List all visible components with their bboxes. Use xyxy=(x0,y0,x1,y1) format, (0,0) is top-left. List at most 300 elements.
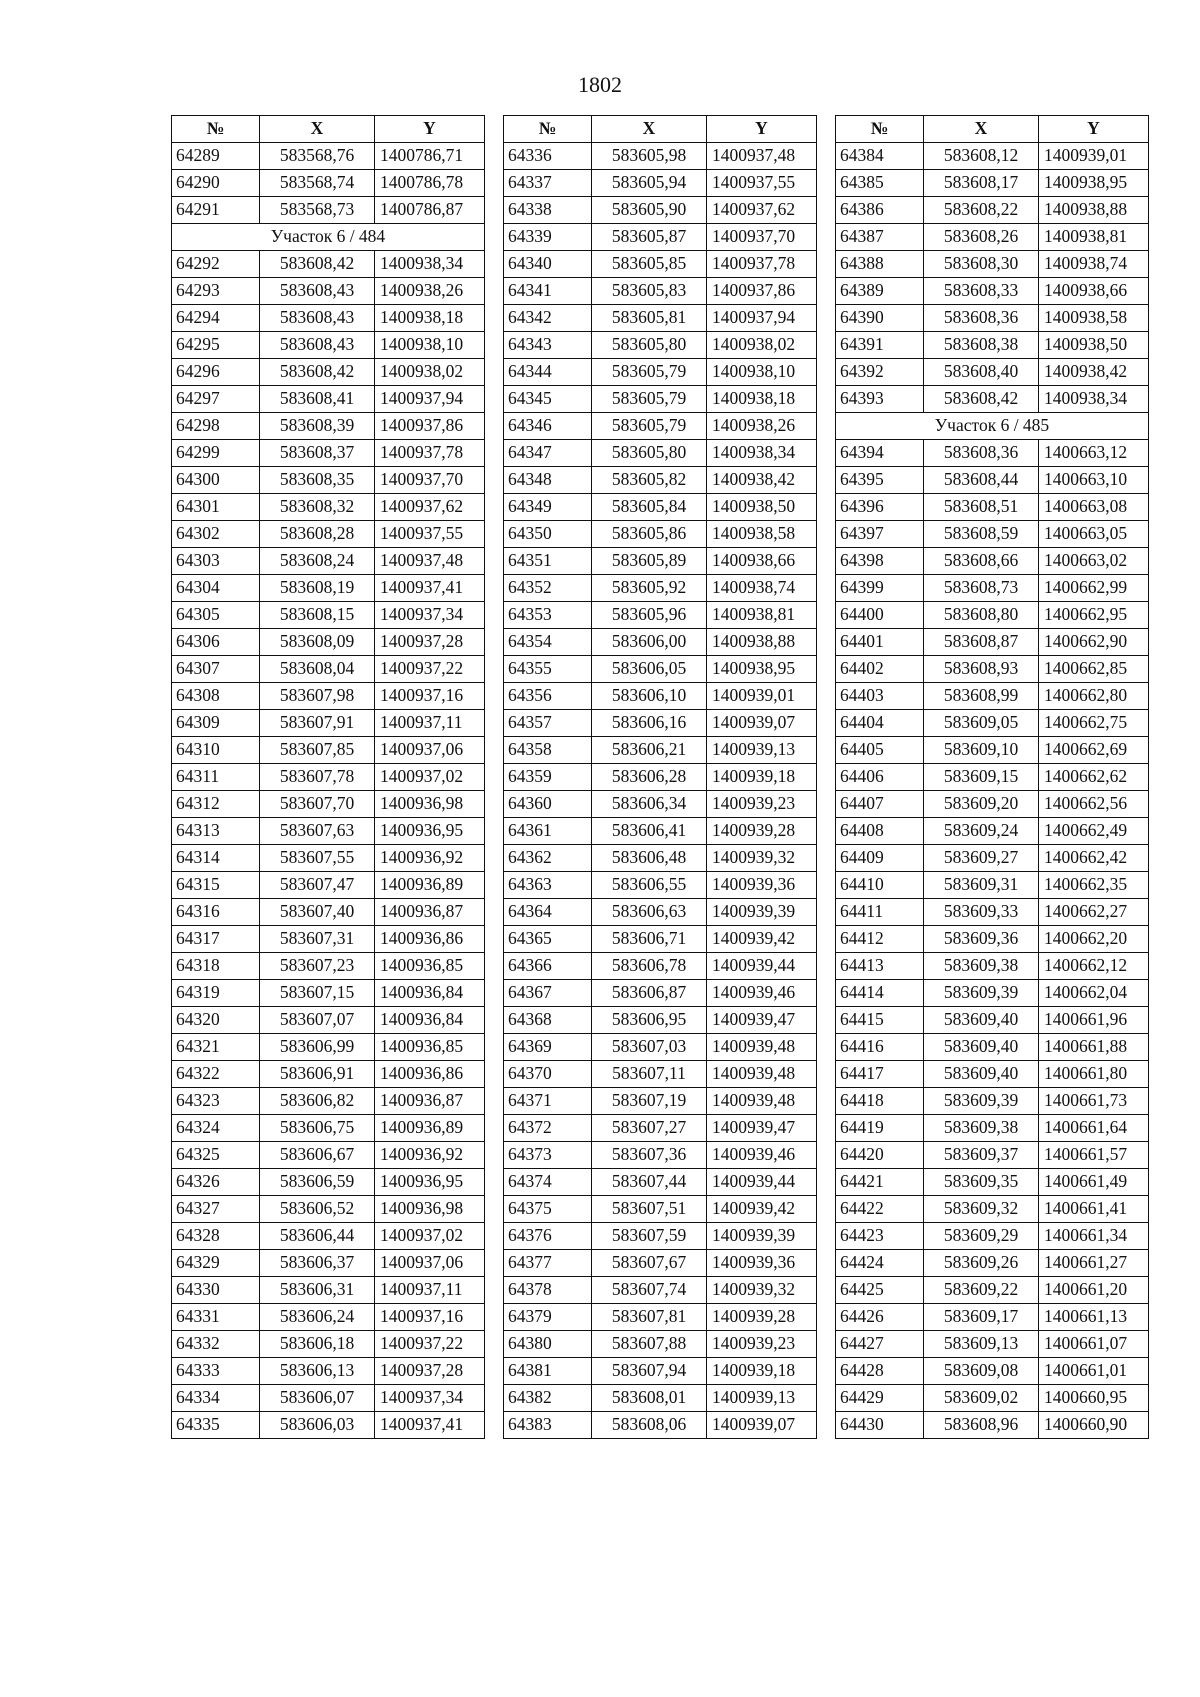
table-row xyxy=(172,629,485,656)
x-coordinate-cell: 583607,85 xyxy=(260,737,375,764)
table-row xyxy=(172,494,485,521)
y-coordinate-cell: 1400937,78 xyxy=(375,440,485,467)
x-coordinate-cell: 583607,70 xyxy=(260,791,375,818)
table-row xyxy=(836,629,1149,656)
x-coordinate-cell: 583605,98 xyxy=(592,143,707,170)
x-coordinate-cell: 583607,47 xyxy=(260,872,375,899)
y-coordinate-cell: 1400661,20 xyxy=(1039,1277,1149,1304)
y-coordinate-cell: 1400936,85 xyxy=(375,1034,485,1061)
x-coordinate-cell: 583609,39 xyxy=(924,980,1039,1007)
y-coordinate-cell: 1400662,12 xyxy=(1039,953,1149,980)
point-number-cell: 64398 xyxy=(836,548,924,575)
column-header-number: № xyxy=(172,116,260,143)
point-number-cell: 64376 xyxy=(504,1223,592,1250)
y-coordinate-cell: 1400786,78 xyxy=(375,170,485,197)
table-row xyxy=(172,602,485,629)
x-coordinate-cell: 583568,74 xyxy=(260,170,375,197)
table-row xyxy=(836,305,1149,332)
point-number-cell: 64424 xyxy=(836,1250,924,1277)
y-coordinate-cell: 1400937,62 xyxy=(707,197,817,224)
x-coordinate-cell: 583608,38 xyxy=(924,332,1039,359)
table-row xyxy=(172,818,485,845)
table-row xyxy=(504,1142,817,1169)
y-coordinate-cell: 1400662,99 xyxy=(1039,575,1149,602)
y-coordinate-cell: 1400937,11 xyxy=(375,1277,485,1304)
x-coordinate-cell: 583606,91 xyxy=(260,1061,375,1088)
table-row xyxy=(504,197,817,224)
y-coordinate-cell: 1400937,11 xyxy=(375,710,485,737)
table-row xyxy=(836,1142,1149,1169)
y-coordinate-cell: 1400660,90 xyxy=(1039,1412,1149,1439)
point-number-cell: 64312 xyxy=(172,791,260,818)
point-number-cell: 64412 xyxy=(836,926,924,953)
table-row xyxy=(172,1115,485,1142)
y-coordinate-cell: 1400937,02 xyxy=(375,1223,485,1250)
table-row xyxy=(836,1115,1149,1142)
point-number-cell: 64332 xyxy=(172,1331,260,1358)
y-coordinate-cell: 1400937,94 xyxy=(375,386,485,413)
table-row xyxy=(836,386,1149,413)
coordinate-table-2 xyxy=(503,115,817,1439)
point-number-cell: 64373 xyxy=(504,1142,592,1169)
point-number-cell: 64354 xyxy=(504,629,592,656)
x-coordinate-cell: 583606,28 xyxy=(592,764,707,791)
x-coordinate-cell: 583606,05 xyxy=(592,656,707,683)
table-row xyxy=(504,575,817,602)
table-row xyxy=(504,521,817,548)
point-number-cell: 64355 xyxy=(504,656,592,683)
table-row xyxy=(172,143,485,170)
point-number-cell: 64328 xyxy=(172,1223,260,1250)
point-number-cell: 64298 xyxy=(172,413,260,440)
x-coordinate-cell: 583605,82 xyxy=(592,467,707,494)
y-coordinate-cell: 1400938,88 xyxy=(1039,197,1149,224)
y-coordinate-cell: 1400937,94 xyxy=(707,305,817,332)
point-number-cell: 64360 xyxy=(504,791,592,818)
point-number-cell: 64303 xyxy=(172,548,260,575)
x-coordinate-cell: 583607,67 xyxy=(592,1250,707,1277)
x-coordinate-cell: 583609,22 xyxy=(924,1277,1039,1304)
x-coordinate-cell: 583605,96 xyxy=(592,602,707,629)
point-number-cell: 64335 xyxy=(172,1412,260,1439)
table-row xyxy=(504,305,817,332)
x-coordinate-cell: 583608,24 xyxy=(260,548,375,575)
x-coordinate-cell: 583606,63 xyxy=(592,899,707,926)
table-row xyxy=(836,899,1149,926)
table-row xyxy=(836,1412,1149,1439)
y-coordinate-cell: 1400939,48 xyxy=(707,1088,817,1115)
table-row xyxy=(836,602,1149,629)
table-row xyxy=(172,440,485,467)
point-number-cell: 64295 xyxy=(172,332,260,359)
y-coordinate-cell: 1400939,48 xyxy=(707,1034,817,1061)
x-coordinate-cell: 583606,55 xyxy=(592,872,707,899)
x-coordinate-cell: 583609,33 xyxy=(924,899,1039,926)
y-coordinate-cell: 1400938,34 xyxy=(375,251,485,278)
table-row xyxy=(172,953,485,980)
x-coordinate-cell: 583608,01 xyxy=(592,1385,707,1412)
y-coordinate-cell: 1400937,86 xyxy=(375,413,485,440)
y-coordinate-cell: 1400939,18 xyxy=(707,1358,817,1385)
x-coordinate-cell: 583605,79 xyxy=(592,413,707,440)
x-coordinate-cell: 583607,27 xyxy=(592,1115,707,1142)
table-row xyxy=(172,1385,485,1412)
point-number-cell: 64313 xyxy=(172,818,260,845)
x-coordinate-cell: 583607,23 xyxy=(260,953,375,980)
x-coordinate-cell: 583606,18 xyxy=(260,1331,375,1358)
table-row xyxy=(172,845,485,872)
table-row xyxy=(172,656,485,683)
table-row xyxy=(504,440,817,467)
x-coordinate-cell: 583568,76 xyxy=(260,143,375,170)
table-row xyxy=(836,548,1149,575)
table-row xyxy=(504,1331,817,1358)
y-coordinate-cell: 1400939,32 xyxy=(707,1277,817,1304)
x-coordinate-cell: 583608,36 xyxy=(924,305,1039,332)
x-coordinate-cell: 583608,12 xyxy=(924,143,1039,170)
y-coordinate-cell: 1400937,28 xyxy=(375,1358,485,1385)
x-coordinate-cell: 583607,98 xyxy=(260,683,375,710)
y-coordinate-cell: 1400938,74 xyxy=(1039,251,1149,278)
point-number-cell: 64296 xyxy=(172,359,260,386)
x-coordinate-cell: 583605,94 xyxy=(592,170,707,197)
table-header-row xyxy=(504,116,817,143)
y-coordinate-cell: 1400937,22 xyxy=(375,1331,485,1358)
table-row xyxy=(172,197,485,224)
table-row xyxy=(172,683,485,710)
table-row xyxy=(504,494,817,521)
y-coordinate-cell: 1400938,10 xyxy=(707,359,817,386)
x-coordinate-cell: 583608,15 xyxy=(260,602,375,629)
point-number-cell: 64377 xyxy=(504,1250,592,1277)
y-coordinate-cell: 1400663,10 xyxy=(1039,467,1149,494)
x-coordinate-cell: 583605,87 xyxy=(592,224,707,251)
point-number-cell: 64395 xyxy=(836,467,924,494)
point-number-cell: 64362 xyxy=(504,845,592,872)
table-row xyxy=(836,818,1149,845)
y-coordinate-cell: 1400661,34 xyxy=(1039,1223,1149,1250)
table-row xyxy=(504,1007,817,1034)
x-coordinate-cell: 583605,86 xyxy=(592,521,707,548)
y-coordinate-cell: 1400662,49 xyxy=(1039,818,1149,845)
point-number-cell: 64375 xyxy=(504,1196,592,1223)
x-coordinate-cell: 583609,20 xyxy=(924,791,1039,818)
point-number-cell: 64416 xyxy=(836,1034,924,1061)
y-coordinate-cell: 1400938,34 xyxy=(707,440,817,467)
point-number-cell: 64314 xyxy=(172,845,260,872)
point-number-cell: 64338 xyxy=(504,197,592,224)
table-row xyxy=(504,791,817,818)
column-header-x: X xyxy=(260,116,375,143)
y-coordinate-cell: 1400937,86 xyxy=(707,278,817,305)
x-coordinate-cell: 583608,32 xyxy=(260,494,375,521)
x-coordinate-cell: 583606,44 xyxy=(260,1223,375,1250)
y-coordinate-cell: 1400786,71 xyxy=(375,143,485,170)
table-row xyxy=(172,1061,485,1088)
x-coordinate-cell: 583608,09 xyxy=(260,629,375,656)
x-coordinate-cell: 583608,99 xyxy=(924,683,1039,710)
x-coordinate-cell: 583605,79 xyxy=(592,359,707,386)
table-row xyxy=(504,413,817,440)
table-row xyxy=(836,1385,1149,1412)
x-coordinate-cell: 583606,31 xyxy=(260,1277,375,1304)
table-row xyxy=(172,170,485,197)
y-coordinate-cell: 1400939,01 xyxy=(1039,143,1149,170)
point-number-cell: 64357 xyxy=(504,710,592,737)
y-coordinate-cell: 1400663,12 xyxy=(1039,440,1149,467)
point-number-cell: 64413 xyxy=(836,953,924,980)
point-number-cell: 64411 xyxy=(836,899,924,926)
column-header-y: Y xyxy=(707,116,817,143)
point-number-cell: 64308 xyxy=(172,683,260,710)
point-number-cell: 64330 xyxy=(172,1277,260,1304)
table-row xyxy=(172,575,485,602)
point-number-cell: 64317 xyxy=(172,926,260,953)
x-coordinate-cell: 583607,44 xyxy=(592,1169,707,1196)
table-row xyxy=(504,845,817,872)
point-number-cell: 64307 xyxy=(172,656,260,683)
x-coordinate-cell: 583606,10 xyxy=(592,683,707,710)
table-row xyxy=(836,710,1149,737)
point-number-cell: 64415 xyxy=(836,1007,924,1034)
point-number-cell: 64324 xyxy=(172,1115,260,1142)
table-row xyxy=(836,1034,1149,1061)
y-coordinate-cell: 1400938,50 xyxy=(1039,332,1149,359)
y-coordinate-cell: 1400936,84 xyxy=(375,980,485,1007)
x-coordinate-cell: 583608,28 xyxy=(260,521,375,548)
y-coordinate-cell: 1400936,98 xyxy=(375,1196,485,1223)
point-number-cell: 64370 xyxy=(504,1061,592,1088)
x-coordinate-cell: 583608,42 xyxy=(260,359,375,386)
point-number-cell: 64351 xyxy=(504,548,592,575)
table-row xyxy=(504,980,817,1007)
y-coordinate-cell: 1400939,44 xyxy=(707,1169,817,1196)
table-row xyxy=(504,1169,817,1196)
y-coordinate-cell: 1400936,87 xyxy=(375,899,485,926)
point-number-cell: 64374 xyxy=(504,1169,592,1196)
y-coordinate-cell: 1400936,92 xyxy=(375,1142,485,1169)
table-row xyxy=(172,1412,485,1439)
x-coordinate-cell: 583608,06 xyxy=(592,1412,707,1439)
y-coordinate-cell: 1400661,41 xyxy=(1039,1196,1149,1223)
table-row xyxy=(504,953,817,980)
y-coordinate-cell: 1400662,04 xyxy=(1039,980,1149,1007)
point-number-cell: 64289 xyxy=(172,143,260,170)
y-coordinate-cell: 1400661,49 xyxy=(1039,1169,1149,1196)
x-coordinate-cell: 583606,82 xyxy=(260,1088,375,1115)
section-row xyxy=(172,224,485,251)
x-coordinate-cell: 583606,41 xyxy=(592,818,707,845)
x-coordinate-cell: 583606,67 xyxy=(260,1142,375,1169)
x-coordinate-cell: 583608,51 xyxy=(924,494,1039,521)
table-row xyxy=(172,710,485,737)
table-row xyxy=(836,683,1149,710)
table-row xyxy=(836,1250,1149,1277)
y-coordinate-cell: 1400938,42 xyxy=(1039,359,1149,386)
x-coordinate-cell: 583608,73 xyxy=(924,575,1039,602)
point-number-cell: 64350 xyxy=(504,521,592,548)
table-row xyxy=(172,1142,485,1169)
y-coordinate-cell: 1400937,22 xyxy=(375,656,485,683)
point-number-cell: 64345 xyxy=(504,386,592,413)
x-coordinate-cell: 583607,91 xyxy=(260,710,375,737)
point-number-cell: 64417 xyxy=(836,1061,924,1088)
table-row xyxy=(504,467,817,494)
y-coordinate-cell: 1400939,36 xyxy=(707,1250,817,1277)
table-row xyxy=(836,1088,1149,1115)
y-coordinate-cell: 1400936,86 xyxy=(375,926,485,953)
point-number-cell: 64406 xyxy=(836,764,924,791)
table-row xyxy=(172,1034,485,1061)
table-row xyxy=(172,1169,485,1196)
point-number-cell: 64327 xyxy=(172,1196,260,1223)
x-coordinate-cell: 583608,35 xyxy=(260,467,375,494)
y-coordinate-cell: 1400662,62 xyxy=(1039,764,1149,791)
point-number-cell: 64382 xyxy=(504,1385,592,1412)
x-coordinate-cell: 583605,81 xyxy=(592,305,707,332)
coordinate-tables xyxy=(171,115,1149,1439)
table-row xyxy=(504,1358,817,1385)
point-number-cell: 64356 xyxy=(504,683,592,710)
x-coordinate-cell: 583608,04 xyxy=(260,656,375,683)
y-coordinate-cell: 1400937,02 xyxy=(375,764,485,791)
table-row xyxy=(504,1277,817,1304)
point-number-cell: 64425 xyxy=(836,1277,924,1304)
point-number-cell: 64409 xyxy=(836,845,924,872)
x-coordinate-cell: 583607,88 xyxy=(592,1331,707,1358)
point-number-cell: 64339 xyxy=(504,224,592,251)
point-number-cell: 64291 xyxy=(172,197,260,224)
y-coordinate-cell: 1400662,20 xyxy=(1039,926,1149,953)
coordinate-table-3 xyxy=(835,115,1149,1439)
column-header-y: Y xyxy=(375,116,485,143)
point-number-cell: 64361 xyxy=(504,818,592,845)
x-coordinate-cell: 583606,71 xyxy=(592,926,707,953)
table-row xyxy=(836,764,1149,791)
point-number-cell: 64297 xyxy=(172,386,260,413)
table-row xyxy=(504,926,817,953)
y-coordinate-cell: 1400939,32 xyxy=(707,845,817,872)
table-row xyxy=(836,1277,1149,1304)
y-coordinate-cell: 1400939,13 xyxy=(707,1385,817,1412)
y-coordinate-cell: 1400939,39 xyxy=(707,1223,817,1250)
point-number-cell: 64322 xyxy=(172,1061,260,1088)
table-row xyxy=(836,440,1149,467)
x-coordinate-cell: 583608,43 xyxy=(260,305,375,332)
y-coordinate-cell: 1400938,88 xyxy=(707,629,817,656)
table-row xyxy=(504,899,817,926)
y-coordinate-cell: 1400939,28 xyxy=(707,1304,817,1331)
column-header-number: № xyxy=(504,116,592,143)
y-coordinate-cell: 1400937,48 xyxy=(707,143,817,170)
y-coordinate-cell: 1400937,28 xyxy=(375,629,485,656)
page-number: 1802 xyxy=(578,72,622,97)
table-row xyxy=(172,926,485,953)
point-number-cell: 64310 xyxy=(172,737,260,764)
y-coordinate-cell: 1400936,98 xyxy=(375,791,485,818)
y-coordinate-cell: 1400661,96 xyxy=(1039,1007,1149,1034)
x-coordinate-cell: 583609,24 xyxy=(924,818,1039,845)
point-number-cell: 64306 xyxy=(172,629,260,656)
y-coordinate-cell: 1400936,92 xyxy=(375,845,485,872)
table-row xyxy=(836,1196,1149,1223)
y-coordinate-cell: 1400939,47 xyxy=(707,1115,817,1142)
point-number-cell: 64346 xyxy=(504,413,592,440)
x-coordinate-cell: 583609,13 xyxy=(924,1331,1039,1358)
point-number-cell: 64405 xyxy=(836,737,924,764)
table-row xyxy=(172,548,485,575)
x-coordinate-cell: 583609,10 xyxy=(924,737,1039,764)
x-coordinate-cell: 583608,44 xyxy=(924,467,1039,494)
table-row xyxy=(504,602,817,629)
y-coordinate-cell: 1400936,89 xyxy=(375,872,485,899)
table-row xyxy=(836,1331,1149,1358)
table-row xyxy=(836,332,1149,359)
point-number-cell: 64371 xyxy=(504,1088,592,1115)
x-coordinate-cell: 583606,37 xyxy=(260,1250,375,1277)
y-coordinate-cell: 1400937,70 xyxy=(375,467,485,494)
x-coordinate-cell: 583609,26 xyxy=(924,1250,1039,1277)
table-row xyxy=(504,710,817,737)
point-number-cell: 64301 xyxy=(172,494,260,521)
point-number-cell: 64293 xyxy=(172,278,260,305)
point-number-cell: 64363 xyxy=(504,872,592,899)
point-number-cell: 64378 xyxy=(504,1277,592,1304)
point-number-cell: 64290 xyxy=(172,170,260,197)
point-number-cell: 64325 xyxy=(172,1142,260,1169)
y-coordinate-cell: 1400938,26 xyxy=(707,413,817,440)
table-row xyxy=(836,845,1149,872)
point-number-cell: 64421 xyxy=(836,1169,924,1196)
table-row xyxy=(504,251,817,278)
table-row xyxy=(504,332,817,359)
point-number-cell: 64383 xyxy=(504,1412,592,1439)
table-row xyxy=(172,467,485,494)
column-header-x: X xyxy=(592,116,707,143)
x-coordinate-cell: 583609,15 xyxy=(924,764,1039,791)
table-row xyxy=(836,251,1149,278)
y-coordinate-cell: 1400937,41 xyxy=(375,1412,485,1439)
point-number-cell: 64304 xyxy=(172,575,260,602)
point-number-cell: 64292 xyxy=(172,251,260,278)
point-number-cell: 64410 xyxy=(836,872,924,899)
point-number-cell: 64302 xyxy=(172,521,260,548)
x-coordinate-cell: 583606,59 xyxy=(260,1169,375,1196)
point-number-cell: 64397 xyxy=(836,521,924,548)
y-coordinate-cell: 1400663,08 xyxy=(1039,494,1149,521)
table-row xyxy=(172,737,485,764)
point-number-cell: 64429 xyxy=(836,1385,924,1412)
table-row xyxy=(836,1358,1149,1385)
table-row xyxy=(836,980,1149,1007)
y-coordinate-cell: 1400938,58 xyxy=(1039,305,1149,332)
y-coordinate-cell: 1400939,47 xyxy=(707,1007,817,1034)
table-row xyxy=(836,143,1149,170)
x-coordinate-cell: 583608,66 xyxy=(924,548,1039,575)
table-row xyxy=(172,1304,485,1331)
table-row xyxy=(504,278,817,305)
y-coordinate-cell: 1400939,36 xyxy=(707,872,817,899)
point-number-cell: 64385 xyxy=(836,170,924,197)
point-number-cell: 64300 xyxy=(172,467,260,494)
point-number-cell: 64386 xyxy=(836,197,924,224)
x-coordinate-cell: 583609,38 xyxy=(924,953,1039,980)
y-coordinate-cell: 1400786,87 xyxy=(375,197,485,224)
point-number-cell: 64315 xyxy=(172,872,260,899)
table-row xyxy=(836,926,1149,953)
table-row xyxy=(172,1196,485,1223)
y-coordinate-cell: 1400939,28 xyxy=(707,818,817,845)
